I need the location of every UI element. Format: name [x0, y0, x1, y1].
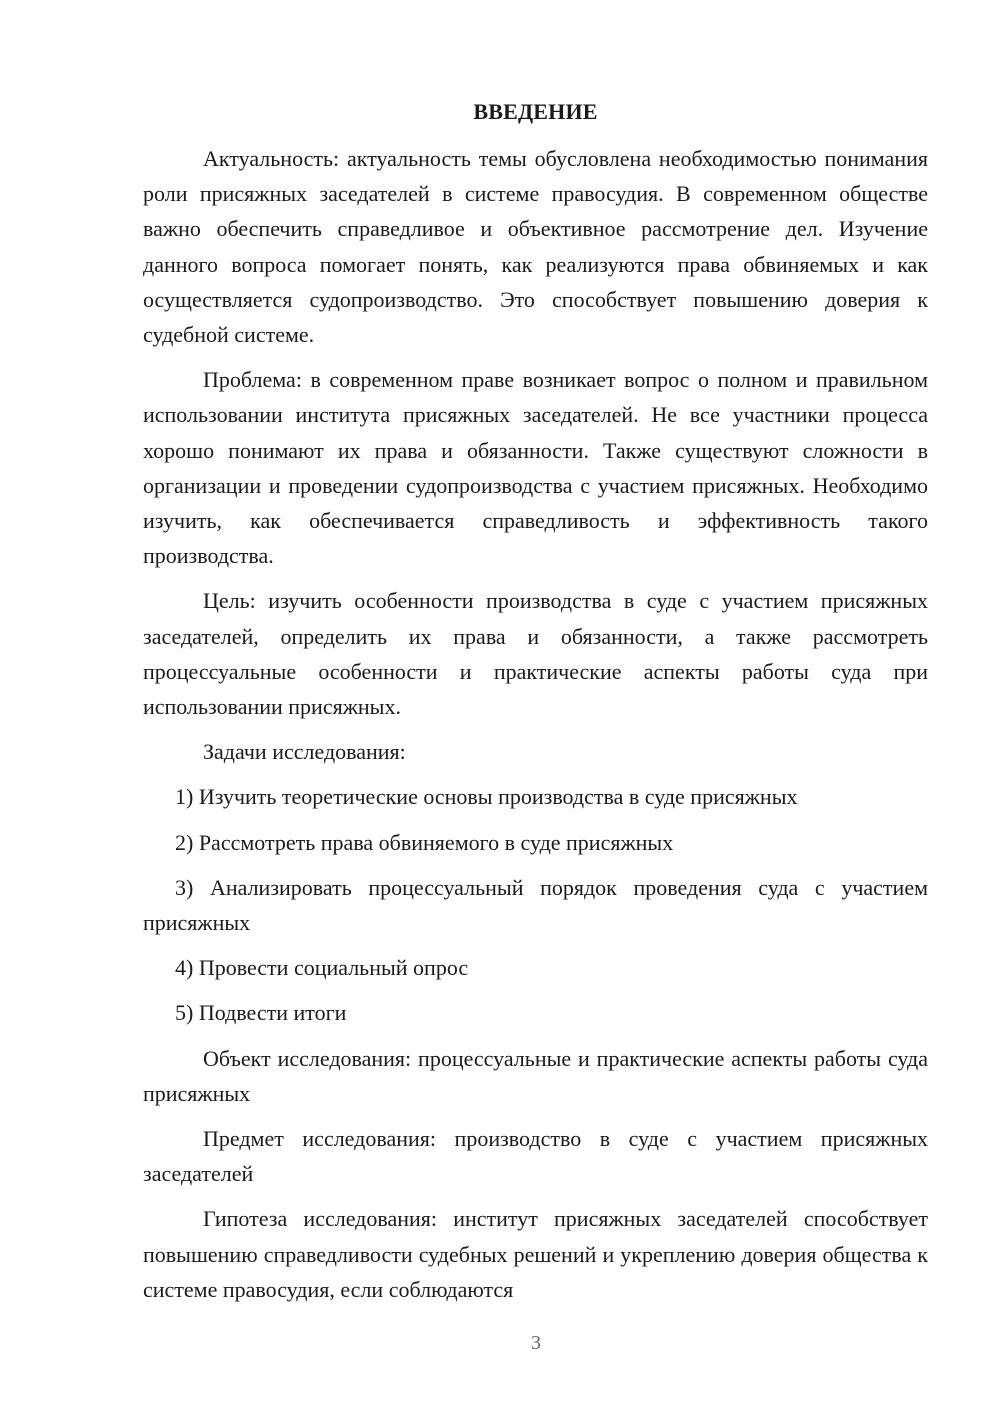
paragraph-object: Объект исследования: процессуальные и практические аспекты работы суда присяжных [143, 1045, 928, 1106]
paragraph-goal: Цель: изучить особенности производства в суде с участием присяжных заседателей, определить их права и обязанности, а также рассмотреть процессуальные особенности и практические аспекты работы суда при использовании присяжных. [143, 588, 928, 720]
task-item-3: 3) Анализировать процессуальный порядок проведения суда с участием присяжных [143, 874, 928, 936]
section-heading: ВВЕДЕНИЕ [473, 99, 598, 124]
paragraph-hypothesis: Гипотеза исследования: институт присяжных заседателей способствует повышению справедливости судебных решений и укреплению доверия общества к системе правосудия, если соблюдаются [143, 1206, 928, 1302]
paragraph-problem: Проблема: в современном праве возникает вопрос о полном и правильном использовании института присяжных заседателей. Не все участники процесса хорошо понимают их права и обязанности. Также существуют сложности в организации и проведении судопроизводства с участием присяжных. Необходимо изучить, как обеспечивается справедливость и эффективность такого производства. [143, 367, 928, 569]
tasks-title: Задачи исследования: [203, 739, 406, 765]
paragraph-subject: Предмет исследования: производство в суде с участием присяжных заседателей [143, 1126, 928, 1187]
task-item-2: 2) Рассмотреть права обвиняемого в суде присяжных [175, 829, 674, 855]
task-item-5: 5) Подвести итоги [175, 1000, 347, 1026]
page-number: 3 [531, 1332, 541, 1354]
paragraph-relevance: Актуальность: актуальность темы обусловлена необходимостью понимания роли присяжных заседателей в системе правосудия. В современном обществе важно обеспечить справедливое и объективное рассмотрение дел. Изучение данного вопроса помогает понять, как реализуются права обвиняемых и как осуществляется судопроизводство. Это способствует повышению доверия к судебной системе. [143, 146, 928, 348]
task-item-4: 4) Провести социальный опрос [175, 955, 469, 981]
task-item-1: 1) Изучить теоретические основы производства в суде присяжных [175, 784, 798, 810]
document-page [143, 94, 928, 1317]
